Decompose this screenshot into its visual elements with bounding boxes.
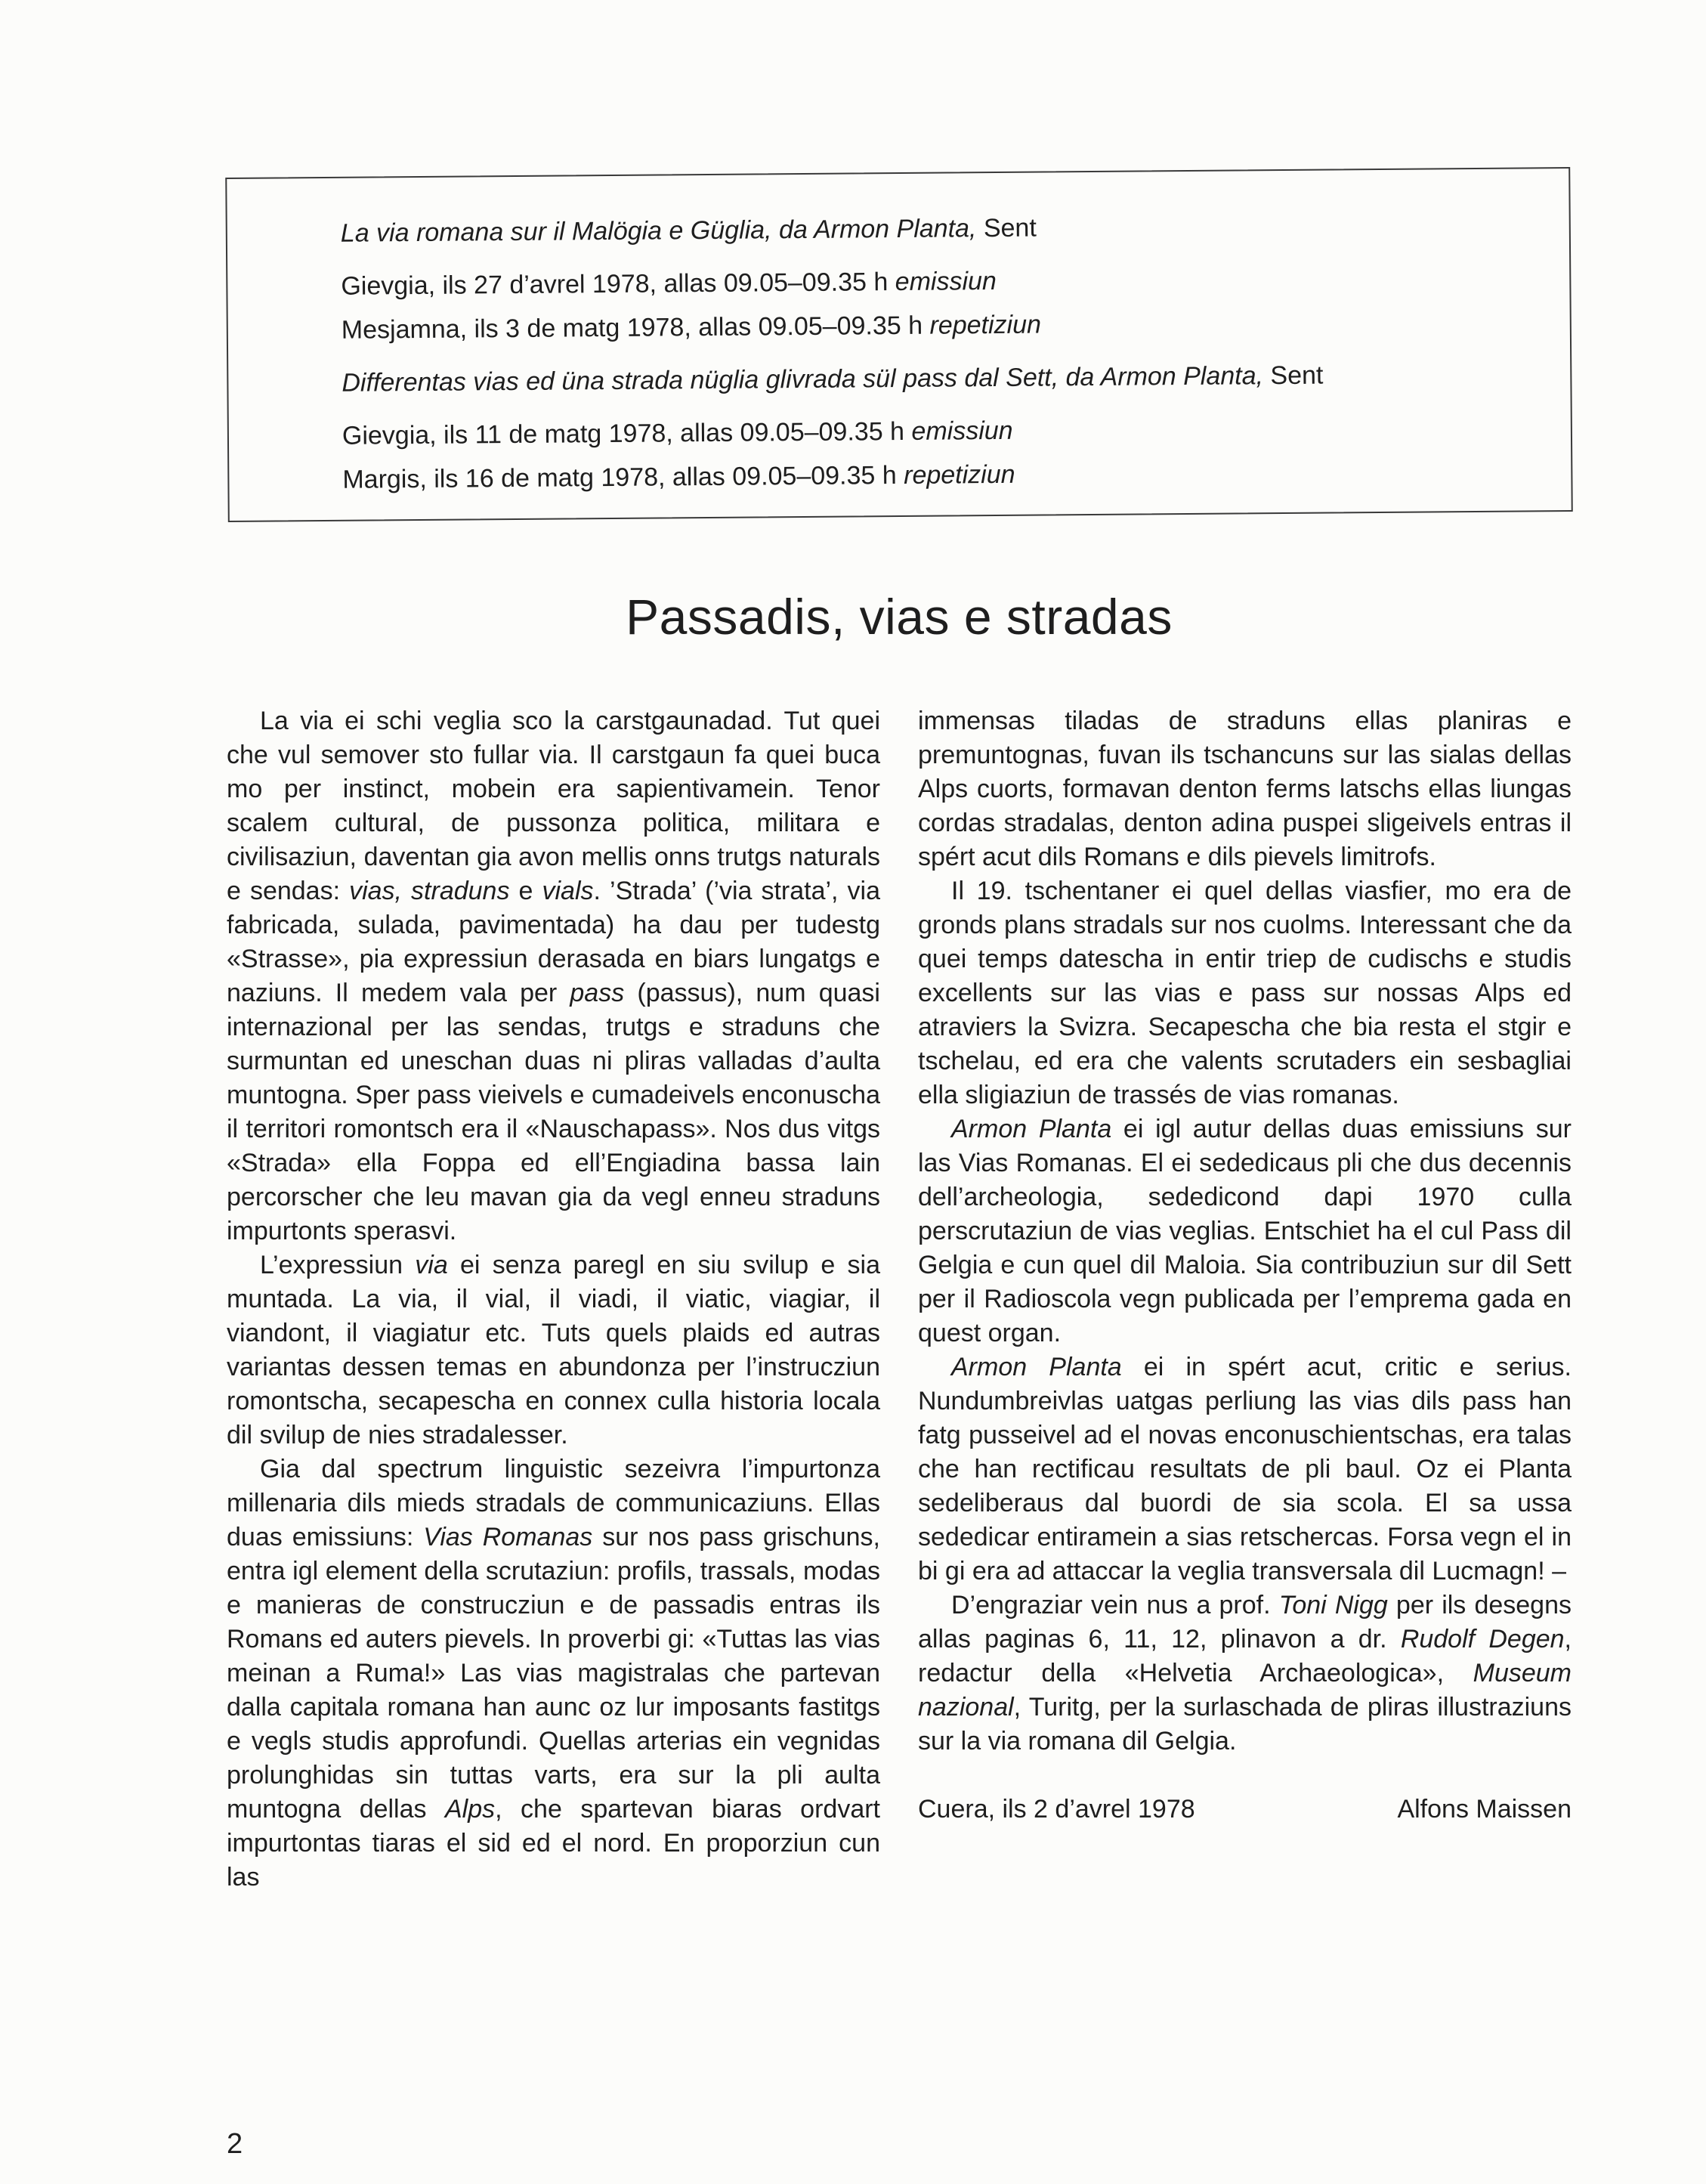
paragraph: Gia dal spectrum linguistic sezeivra l’impurtonza millenaria dils mieds stradals de communicaziuns. Ellas duas emissiuns: Vias Romanas sur nos pass grischuns, entra igl element della scrutaziun: profils, trassals, modas e manieras de construcziun e de passadis entras ils Romans ed auters pievels. In proverbi gi: «Tuttas las vias meinan a Ruma!» Las vias magistralas che partevan dalla capitala romana han aunc oz lur imposants fastitgs e vegls studis approfundi. Quellas arterias ein vegnidas prolunghidas sin tuttas varts, era sur la pli aulta muntogna dellas Alps, che spartevan biaras ordvart impurtontas tiaras el sid ed el nord. En proporziun cun las <box>227 1455 880 1892</box>
article-body <box>227 704 1572 1895</box>
broadcast-schedule-line: Margis, ils 16 de matg 1978, allas 09.05–09.35 h repetiziun <box>342 459 1015 494</box>
paragraph: Il 19. tschentaner ei quel dellas viasfier, mo era de gronds plans stradals sur nos cuolms. Interessant che da quei temps datescha in entir triep de cudischs e studis excellents sur las vias e pass sur nossas Alps ed atraviers la Svizra. Secapescha che bia resta el stgir e tschelau, ed era che valents scrutaders ein sesbagliai ella sligiaziun de trassés de vias romanas. <box>918 877 1572 1109</box>
signature-row <box>918 1793 1572 1827</box>
article-title: Passadis, vias e stradas <box>626 589 1173 645</box>
broadcast-schedule-line: Mesjamna, ils 3 de matg 1978, allas 09.05–09.35 h repetiziun <box>341 310 1042 345</box>
broadcast-title: Differentas vias ed üna strada nüglia glivrada sül pass dal Sett, da Armon Planta, Sent <box>342 360 1324 398</box>
page-number: 2 <box>227 2128 243 2160</box>
broadcast-title: La via romana sur il Malögia e Güglia, da Armon Planta, Sent <box>340 213 1037 248</box>
paragraph: Armon Planta ei igl autur dellas duas emissiuns sur las Vias Romanas. El ei sededicaus pli che dus decennis dell’archeologia, sededicond dapi 1970 culla perscrutaziun de vias veglias. Entschiet ha el cul Pass dil Gelgia e cun quel dil Maloia. Sia contribuziun sur dil Sett per il Radioscola vegn publicada per l’emprema gada en quest organ. <box>918 1115 1572 1347</box>
paragraph: Armon Planta ei in spért acut, critic e serius. Nundumbreivlas uatgas perliung las vias dils pass han fatg pusseivel ad el novas enconuschientschas, era talas che han rectificau resultats de pli baul. Oz ei Planta sedeliberaus dal buordi de sia scola. El sa ussa sededicar entiramein a sias retschercas. Forsa vegn el in bi gi era ad attaccar la veglia transversala dil Lucmagn! – <box>918 1353 1572 1585</box>
paragraph: La via ei schi veglia sco la carstgaunadad. Tut quei che vul semover sto fullar via. Il carstgaun fa quei buca mo per instinct, mobein era sapientivamein. Tenor scalem cultural, de pussonza politica, militara e civilisaziun, daventan gia avon mellis onns trutgs naturals e sendas: vias, straduns e vials. ’Strada’ (’via strata’, via fabricada, sulada, pavimentada) ha dau per tudestg «Strasse», pia expressiun derasada en biars lungatgs e naziuns. Il medem vala per pass (passus), num quasi internazional per las sendas, trutgs e straduns che surmuntan ed uneschan duas ni pliras valladas d’aulta muntogna. Sper pass vieivels e cumadeivels enconuscha il territori romontsch era il «Nauschapass». Nos dus vitgs «Strada» ella Foppa ed ell’Engiadina bassa lain percorscher che leu mavan gia da vegl enneu straduns impurtonts sperasvi. <box>227 707 881 1245</box>
scanned-page-content <box>227 172 1572 1895</box>
author-name: Alfons Maissen <box>1397 1795 1572 1824</box>
broadcast-schedule-line: Gievgia, ils 11 de matg 1978, allas 09.05–09.35 h emissiun <box>342 416 1013 450</box>
broadcast-schedule-line: Gievgia, ils 27 d’avrel 1978, allas 09.05–09.35 h emissiun <box>341 266 997 301</box>
paragraph: D’engraziar vein nus a prof. Toni Nigg per ils desegns allas paginas 6, 11, 12, plinavon a dr. Rudolf Degen, redactur della «Helvetia Archaeologica», Museum nazional, Turitg, per la surlaschada de pliras illustraziuns sur la via romana dil Gelgia. <box>918 1591 1572 1756</box>
paragraph: L’expressiun via ei senza paregl en siu svilup e sia muntada. La via, il vial, il viadi, il viatic, viagiar, il viandont, il viagiatur etc. Tuts quels plaids ed autras variantas dessen temas en abundonza per l’instrucziun romontscha, secapescha en connex culla historia locala dil svilup de nies stradalesser. <box>227 1251 880 1449</box>
paragraph: immensas tiladas de straduns ellas planiras e premuntognas, fuvan ils tschancuns sur las sialas dellas Alps cuorts, formavan denton ferms latschs ellas liungas cordas stradalas, denton adina puspei sligeivels entras il spért acut dils Romans e dils pievels limitrofs. <box>918 707 1572 871</box>
right-column <box>918 704 1572 1895</box>
place-date: Cuera, ils 2 d’avrel 1978 <box>918 1795 1195 1824</box>
broadcast-info-box <box>225 167 1573 522</box>
left-column <box>227 704 880 1895</box>
